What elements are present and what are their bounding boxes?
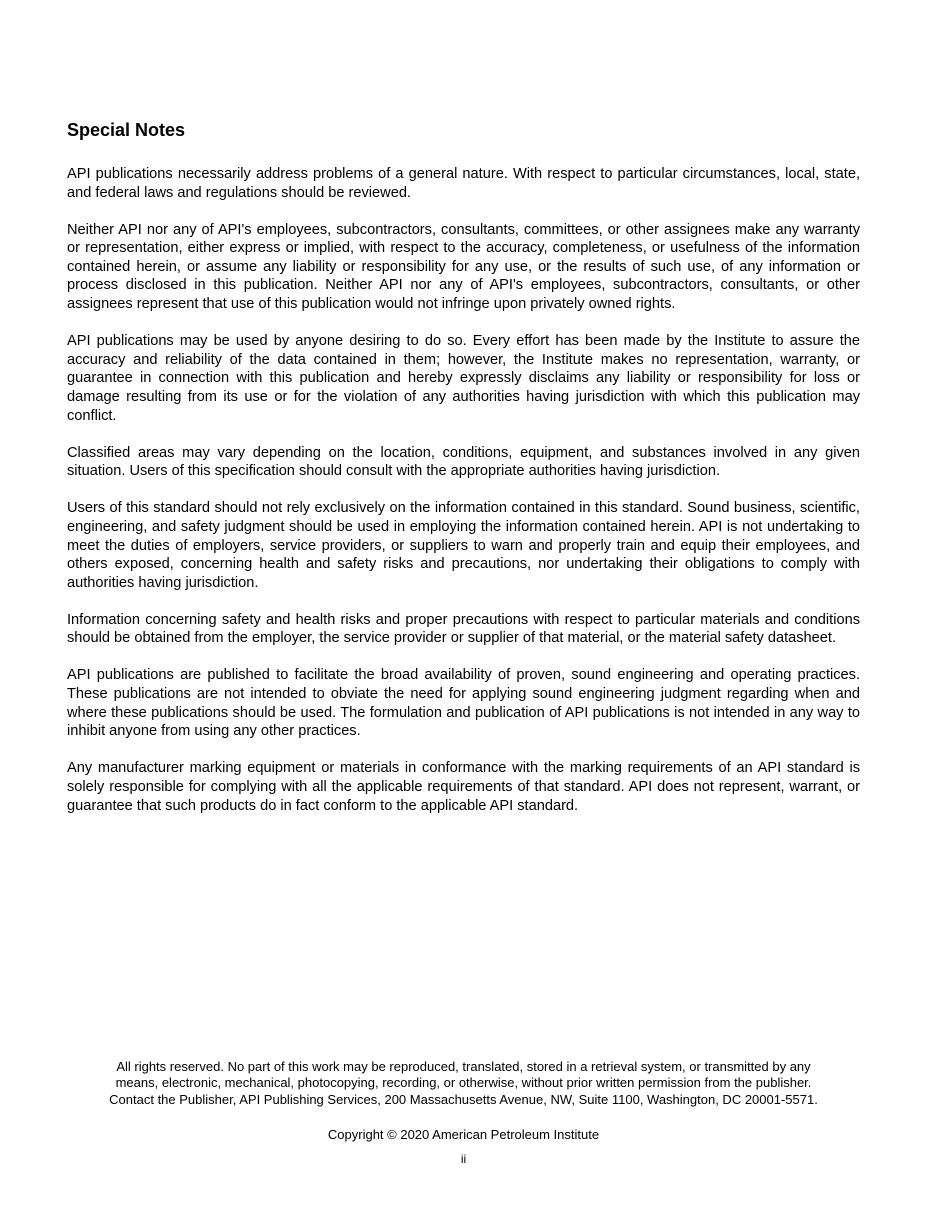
page-number: ii [460,1152,467,1166]
paragraph-marking-responsibility: Any manufacturer marking equipment or materials in conformance with the marking requirements of an API standard is solely responsible for complying with all the applicable requirements of that standard. API does not represent, warrant, or guarantee that such products do in fact conform to the applicable API standard. [67,760,860,814]
copyright-notice: Copyright © 2020 American Petroleum Institute [327,1127,600,1142]
rights-line: Contact the Publisher, API Publishing Services, 200 Massachusetts Avenue, NW, Suite 1100, Washington, DC 20001-5571. [109,1091,818,1107]
paragraph-purpose: API publications are published to facilitate the broad availability of proven, sound engineering and operating practices. These publications are not intended to obviate the need for applying sound engineering judgment regarding when and where these publications should be used. The formulation and publication of API publications is not intended in any way to inhibit anyone from using any other practices. [67,667,860,740]
paragraph-warranty-disclaimer: Neither API nor any of API's employees, subcontractors, consultants, committees, or other assignees make any warranty or representation, either express or implied, with respect to the accuracy, completeness, or usefulness of the information contained herein, or assume any liability or responsibility for any use, or the results of such use, of any information or process disclosed in this publication. Neither API nor any of API's employees, subcontractors, consultants, or other assignees represent that use of this publication would not infringe upon privately owned rights. [67,221,860,313]
paragraph-liability-disclaimer: API publications may be used by anyone desiring to do so. Every effort has been made by the Institute to assure the accuracy and reliability of the data contained in them; however, the Institute makes no representation, warranty, or guarantee in connection with this publication and hereby expressly disclaims any liability or responsibility for loss or damage resulting from its use or for the violation of any authorities having jurisdiction with which this publication may conflict. [67,333,860,424]
rights-line: All rights reserved. No part of this work may be reproduced, translated, stored in a retrieval system, or transmitted by any [116,1059,811,1074]
paragraph-safety-information: Information concerning safety and health risks and proper precautions with respect to particular materials and conditions should be obtained from the employer, the service provider or supplier of that material, or the material safety datasheet. [67,611,860,647]
paragraph-classified-areas: Classified areas may vary depending on the location, conditions, equipment, and substances involved in any given situation. Users of this specification should consult with the appropriate authorities having jurisdiction. [67,444,860,480]
paragraph-general-nature: API publications necessarily address problems of a general nature. With respect to particular circumstances, local, state, and federal laws and regulations should be reviewed. [67,166,860,201]
paragraph-users-judgment: Users of this standard should not rely exclusively on the information contained in this standard. Sound business, scientific, engineering, and safety judgment should be used in employing the information contained herein. API is not undertaking to meet the duties of employers, service providers, or suppliers to warn and properly train and equip their employees, and others exposed, concerning health and safety risks and precautions, nor undertaking their obligations to comply with authorities having jurisdiction. [67,500,860,591]
rights-line: means, electronic, mechanical, photocopying, recording, or otherwise, without prior written permission from the publisher. [115,1075,812,1091]
notes-body [67,165,860,834]
rights-notice [67,1059,860,1108]
page-title: Special Notes [67,120,186,140]
